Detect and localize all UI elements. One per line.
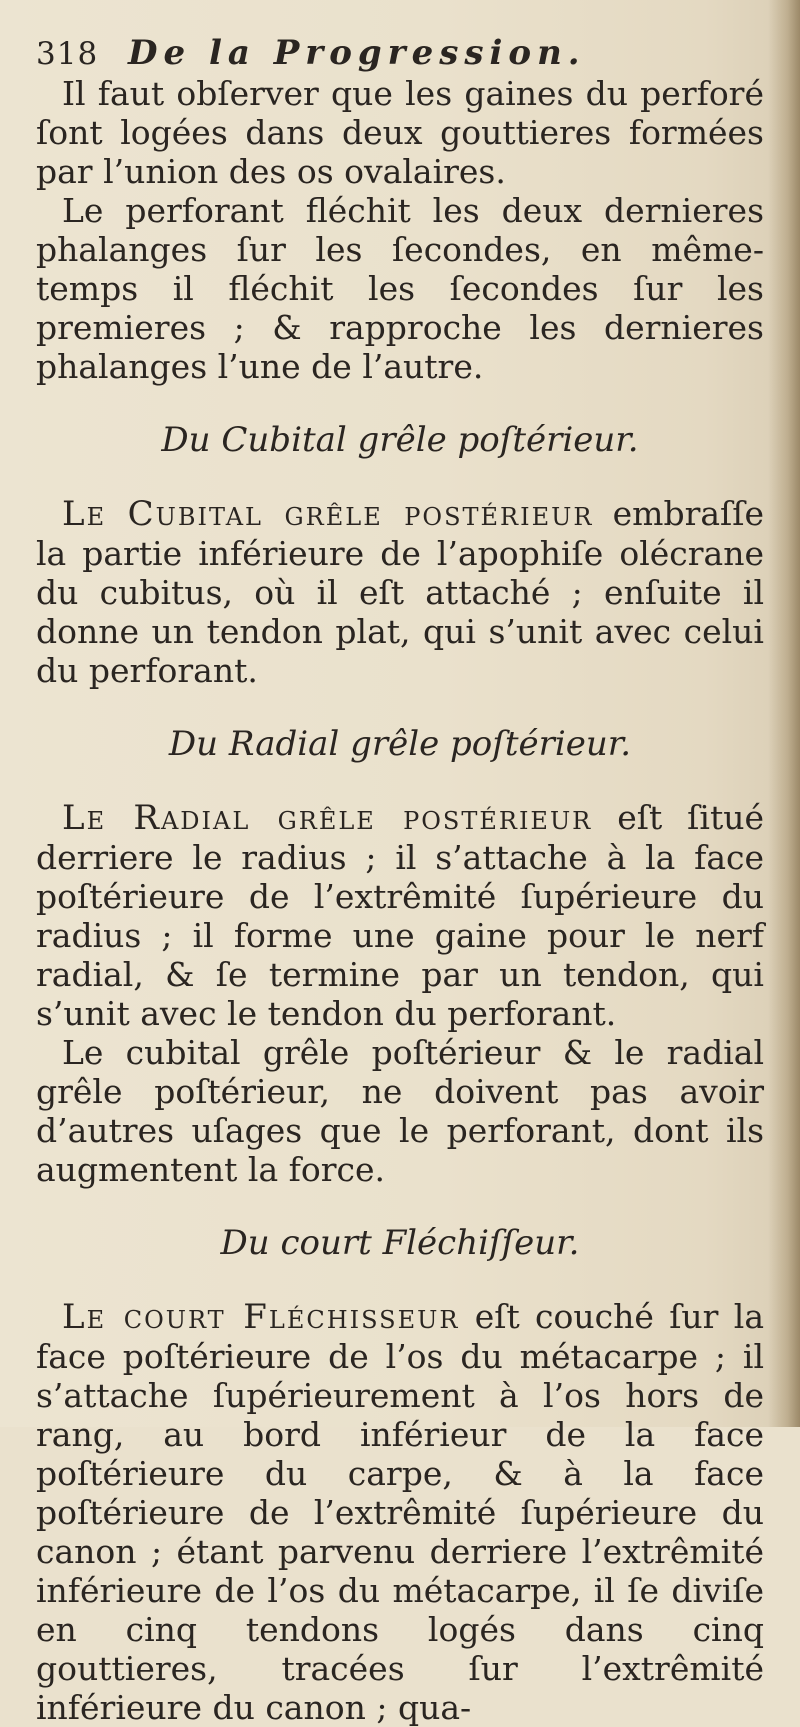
page-header bbox=[36, 34, 764, 74]
paragraph-text: Il faut obſerver que les gaines du perforé ſont logées dans deux gouttieres formées par l’union des os ovalaires. bbox=[36, 74, 764, 191]
paragraph-6 bbox=[36, 1297, 764, 1727]
paragraph-1 bbox=[36, 74, 764, 191]
paragraph-3 bbox=[36, 494, 764, 690]
paragraph-text: Le cubital grêle poſtérieur & le radial grêle poſtérieur, ne doivent pas avoir d’autres uſages que le perforant, dont ils augmentent la force. bbox=[36, 1033, 764, 1189]
page-edge-shadow bbox=[768, 0, 800, 1427]
paragraph-text: Le perforant fléchit les deux dernieres phalanges ſur les ſecondes, en même-temps il fléchit les ſecondes ſur les premieres ; & rapproche les dernieres phalanges l’une de l’autre. bbox=[36, 191, 764, 386]
text-block bbox=[36, 34, 764, 1727]
paragraph-lead: Le Cubital grêle postérieur bbox=[62, 494, 594, 534]
paragraph-lead: Le Radial grêle postérieur bbox=[62, 798, 593, 838]
running-title: De la Progression. bbox=[127, 33, 586, 73]
paragraph-text: eſt couché ſur la face poſtérieure de l’os du métacarpe ; il s’attache ſupérieurement à l’os hors de rang, au bord inférieur de la face poſtérieure du carpe, & à la face poſtérieure de l’extrêmité ſupérieure du canon ; étant parvenu derriere l’extrêmité inférieure de l’os du métacarpe, il ſe diviſe en cinq tendons logés dans cinq gouttieres, tracées ſur l’extrêmité inférieure du canon ; qua- bbox=[36, 1297, 764, 1727]
paragraph-lead: Le court Fléchisseur bbox=[62, 1297, 460, 1337]
section-heading-court-flechisseur: Du court Fléchiſſeur. bbox=[220, 1223, 580, 1263]
paragraph-5 bbox=[36, 1033, 764, 1189]
paragraph-4 bbox=[36, 798, 764, 1033]
section-heading-cubital: Du Cubital grêle poſtérieur. bbox=[161, 420, 639, 460]
page-number: 318 bbox=[36, 36, 99, 72]
paragraph-2 bbox=[36, 191, 764, 386]
section-heading-radial: Du Radial grêle poſtérieur. bbox=[168, 724, 632, 764]
paragraph-text: embraſſe la partie inférieure de l’apophiſe olécrane du cubitus, où il eſt attaché ; enſuite il donne un tendon plat, qui s’unit avec celui du perforant. bbox=[36, 494, 764, 690]
paragraph-text: eſt ſitué derriere le radius ; il s’attache à la face poſtérieure de l’extrêmité ſupérieure du radius ; il forme une gaine pour le nerf radial, & ſe termine par un tendon, qui s’unit avec le tendon du perforant. bbox=[36, 798, 764, 1033]
